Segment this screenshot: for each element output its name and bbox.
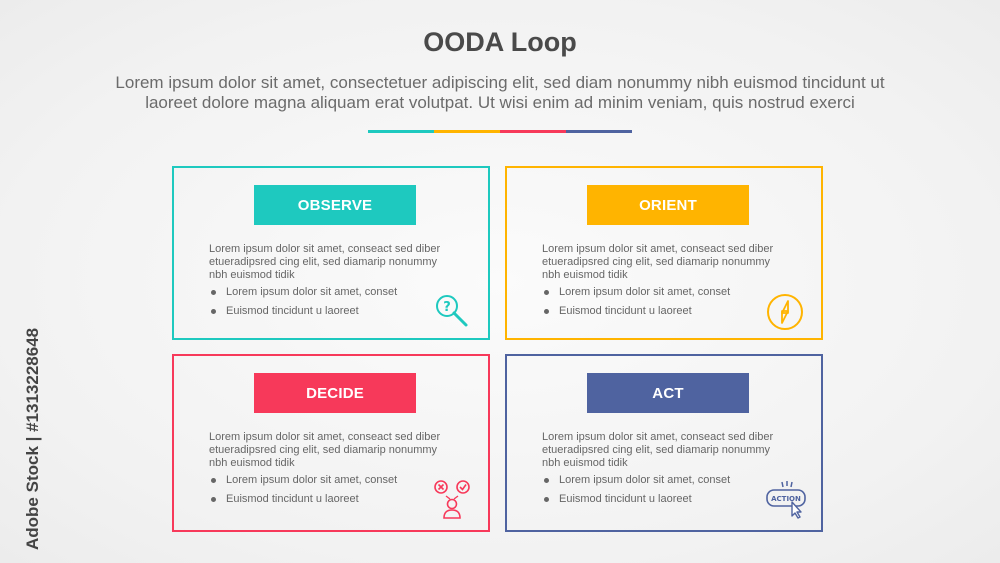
action-button-icon [765, 480, 809, 520]
desc-line: Lorem ipsum dolor sit amet, conseact sed diber [209, 431, 441, 443]
card-act-header: ACT [587, 373, 749, 413]
card-act-description [542, 431, 804, 470]
bullet-item: Euismod tincidunt u laoreet [209, 493, 397, 512]
card-act-bullets [542, 474, 730, 512]
magnifier-question-icon [432, 292, 472, 332]
divider-segment-observe [368, 130, 434, 133]
bullet-item: Euismod tincidunt u laoreet [542, 305, 730, 324]
divider-segment-decide [500, 130, 566, 133]
divider-segment-act [566, 130, 632, 133]
card-decide-header: DECIDE [254, 373, 416, 413]
card-orient-bullets [542, 286, 730, 324]
desc-line: etueradipsred cing elit, sed diamarip nonummy [542, 444, 771, 456]
desc-line: nbh euismod tidik [542, 269, 628, 281]
desc-line: etueradipsred cing elit, sed diamarip nonummy [209, 256, 438, 268]
compass-icon [765, 292, 805, 332]
subtitle [40, 73, 960, 113]
subtitle-line-2: laoreet dolore magna aliquam erat volutpat. Ut wisi enim ad minim veniam, quis nostrud exerci [145, 93, 855, 112]
card-observe [172, 166, 490, 340]
desc-line: etueradipsred cing elit, sed diamarip nonummy [209, 444, 438, 456]
bullet-item: Lorem ipsum dolor sit amet, conset [542, 474, 730, 493]
bullet-item: Lorem ipsum dolor sit amet, conset [542, 286, 730, 305]
card-observe-bullets [209, 286, 397, 324]
card-decide [172, 354, 490, 532]
page-title: OODA Loop [423, 27, 577, 57]
subtitle-line-1: Lorem ipsum dolor sit amet, consectetuer adipiscing elit, sed diam nonummy nibh euismod tincidunt ut [115, 73, 885, 92]
bullet-item: Lorem ipsum dolor sit amet, conset [209, 474, 397, 493]
desc-line: etueradipsred cing elit, sed diamarip nonummy [542, 256, 771, 268]
svg-text:?: ? [443, 300, 451, 315]
divider-segment-orient [434, 130, 500, 133]
card-orient-header: ORIENT [587, 185, 749, 225]
color-divider [368, 130, 632, 133]
card-orient [505, 166, 823, 340]
stock-watermark [8, 320, 42, 550]
desc-line: nbh euismod tidik [209, 269, 295, 281]
action-icon-label: ACTION [771, 495, 801, 503]
bullet-item: Euismod tincidunt u laoreet [209, 305, 397, 324]
desc-line: nbh euismod tidik [209, 457, 295, 469]
card-decide-description [209, 431, 471, 470]
desc-line: Lorem ipsum dolor sit amet, conseact sed diber [209, 243, 441, 255]
card-act [505, 354, 823, 532]
card-orient-description [542, 243, 804, 282]
desc-line: Lorem ipsum dolor sit amet, conseact sed diber [542, 243, 774, 255]
card-observe-header: OBSERVE [254, 185, 416, 225]
card-observe-description [209, 243, 471, 282]
desc-line: Lorem ipsum dolor sit amet, conseact sed diber [542, 431, 774, 443]
watermark-text: Adobe Stock | #1313228648 [23, 327, 42, 550]
desc-line: nbh euismod tidik [542, 457, 628, 469]
bullet-item: Lorem ipsum dolor sit amet, conset [209, 286, 397, 305]
bullet-item: Euismod tincidunt u laoreet [542, 493, 730, 512]
decision-person-icon [432, 480, 472, 520]
card-decide-bullets [209, 474, 397, 512]
